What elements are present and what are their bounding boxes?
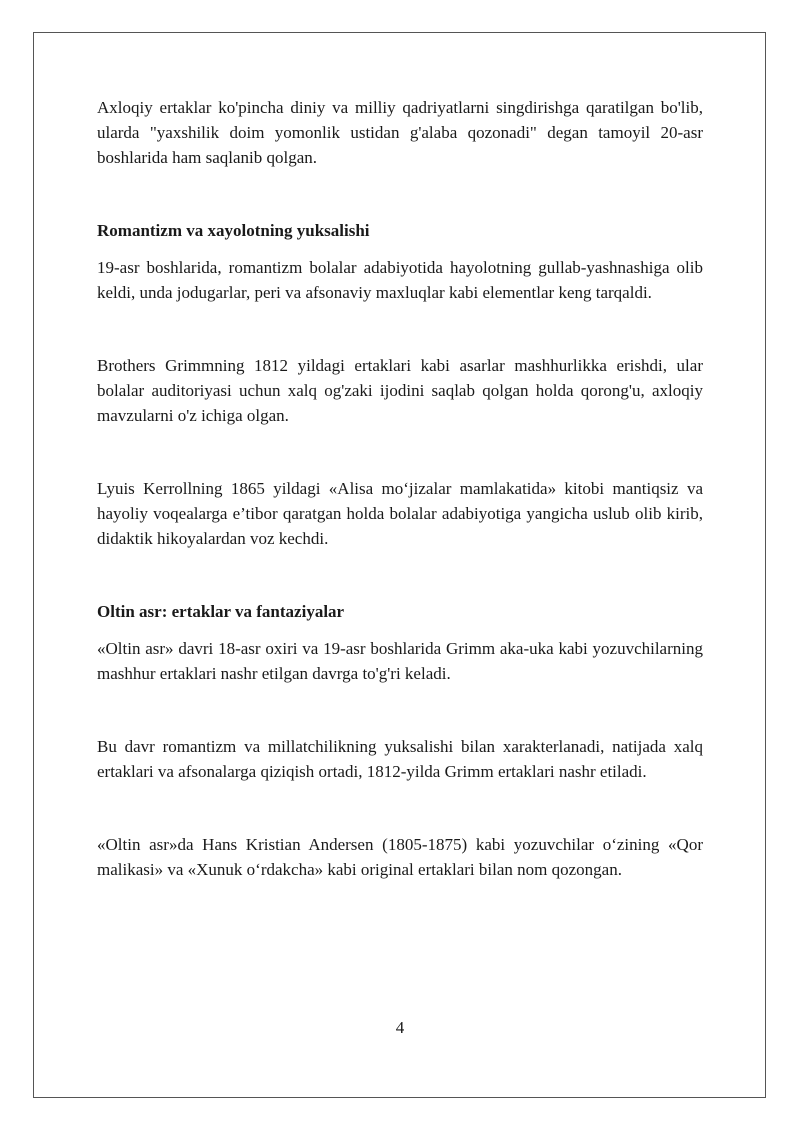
heading-romanticism: Romantizm va xayolotning yuksalishi (97, 221, 370, 240)
heading-golden-age: Oltin asr: ertaklar va fantaziyalar (97, 602, 345, 621)
paragraph-carroll: Lyuis Kerrollning 1865 yildagi «Alisa mo‘jizalar mamlakatida» kitobi mantiqsiz va hayoliy voqealarga e’tibor qaratgan holda bolalar adabiyotiga yangicha uslub olib kirib, didaktik hikoyalardan voz kechdi. (97, 479, 703, 548)
paragraph-golden-age: «Oltin asr» davri 18-asr oxiri va 19-asr boshlarida Grimm aka-uka kabi yozuvchilarning mashhur ertaklari nashr etilgan davrga to'g'ri keladi. (97, 639, 703, 683)
paragraph-nationalism: Bu davr romantizm va millatchilikning yuksalishi bilan xarakterlanadi, natijada xalq ertaklari va afsonalarga qiziqish ortadi, 1812-yilda Grimm ertaklari nashr etiladi. (97, 737, 703, 781)
document-body (97, 95, 703, 882)
paragraph-romanticism: 19-asr boshlarida, romantizm bolalar adabiyotida hayolotning gullab-yashnashiga olib keldi, unda jodugarlar, peri va afsonaviy maxluqlar kabi elementlar keng tarqaldi. (97, 258, 703, 302)
page-number: 4 (395, 1018, 405, 1037)
paragraph-moral-tales: Axloqiy ertaklar ko'pincha diniy va milliy qadriyatlarni singdirishga qaratilgan bo'lib, ularda "yaxshilik doim yomonlik ustidan g'alaba qozonadi" degan tamoyil 20-asr boshlarida ham saqlanib qolgan. (97, 98, 703, 167)
paragraph-grimm: Brothers Grimmning 1812 yildagi ertaklari kabi asarlar mashhurlikka erishdi, ular bolalar auditoriyasi uchun xalq og'zaki ijodini saqlab qolgan holda qorong'u, axloqiy mavzularni o'z ichiga olgan. (97, 356, 703, 425)
paragraph-andersen: «Oltin asr»da Hans Kristian Andersen (1805-1875) kabi yozuvchilar o‘zining «Qor malikasi» va «Xunuk o‘rdakcha» kabi original ertaklari bilan nom qozongan. (97, 835, 703, 879)
